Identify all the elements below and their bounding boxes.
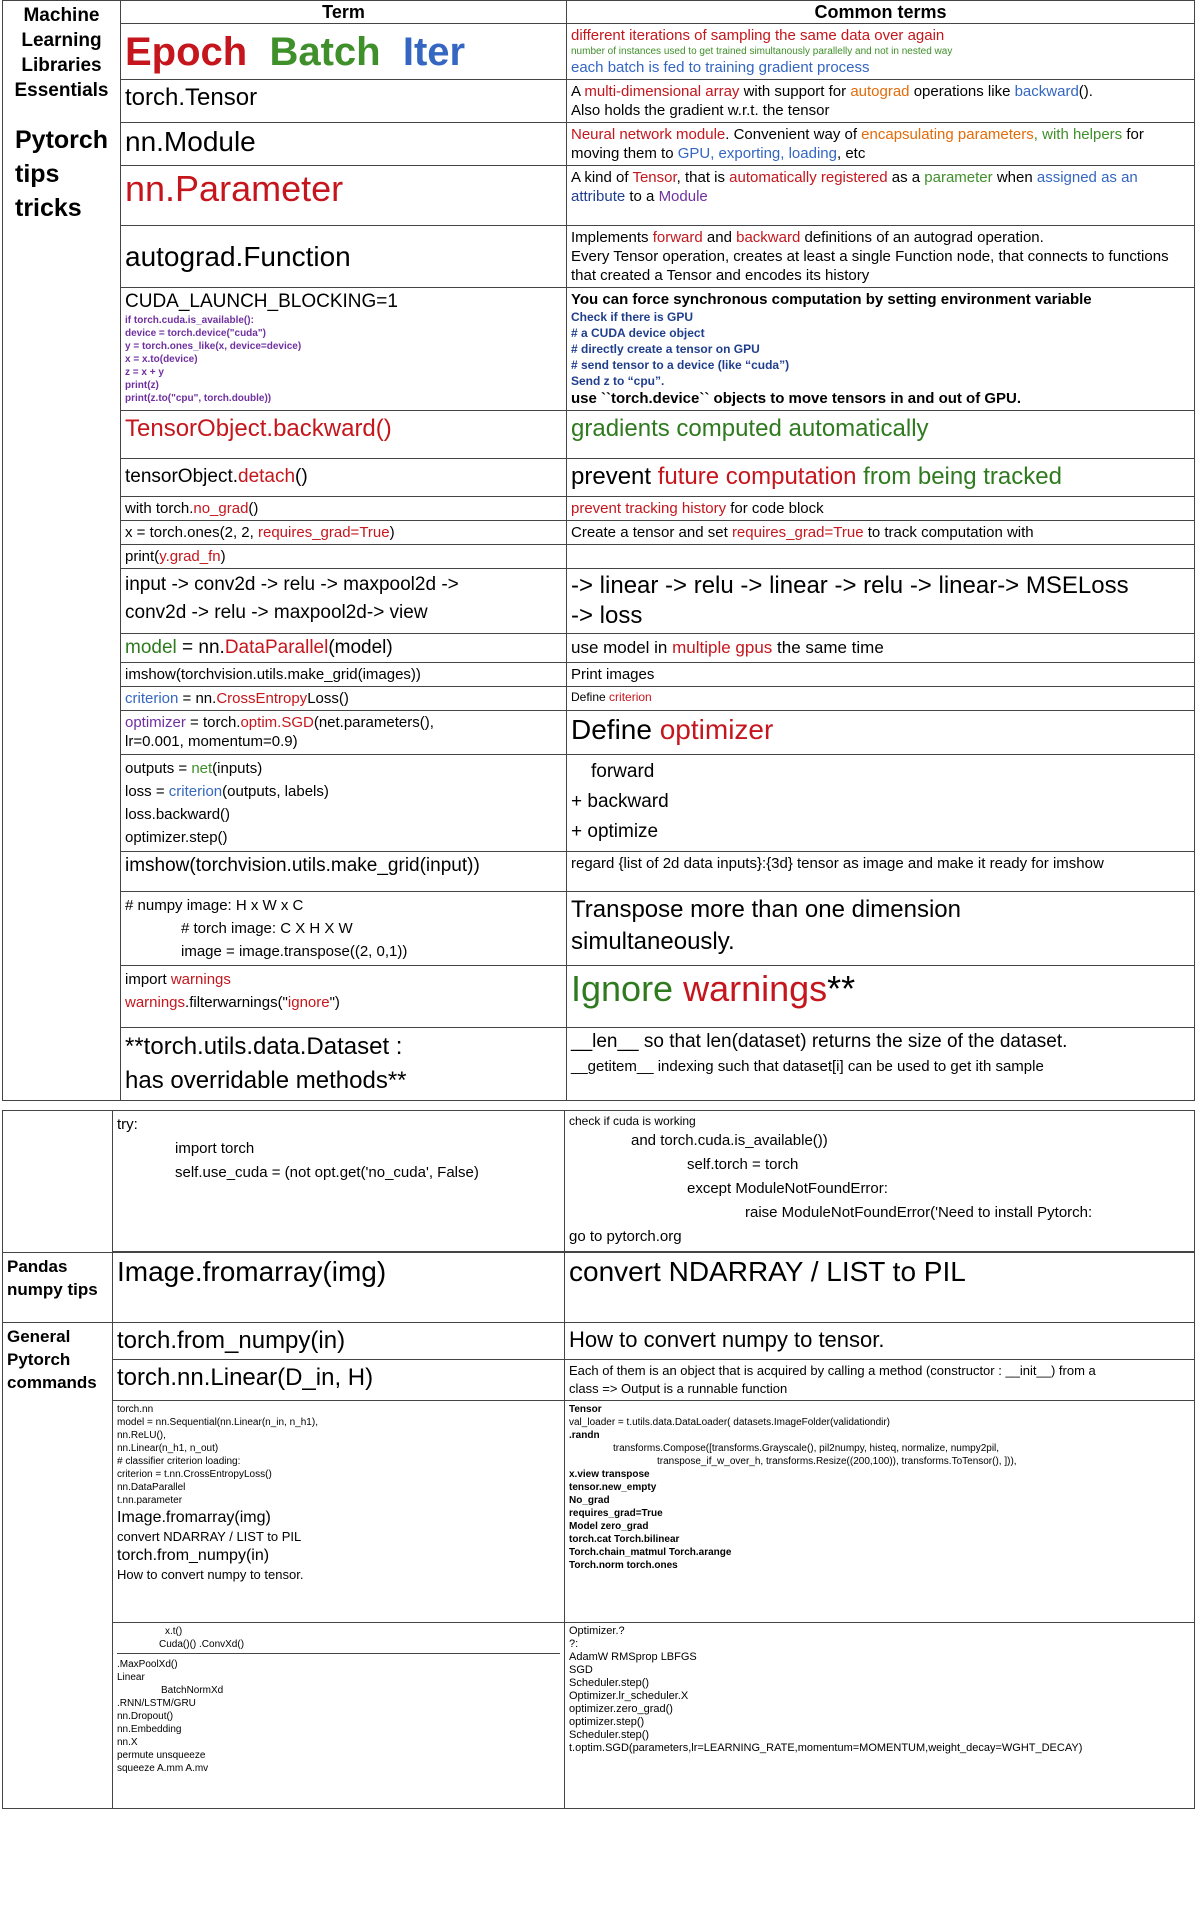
transpose-term: # numpy image: H x W x C # torch image: C X H X W image = image.transpose((2, 0,1)) bbox=[121, 892, 567, 966]
print-common bbox=[567, 545, 1195, 569]
table-row bbox=[3, 569, 1195, 634]
table-row bbox=[3, 497, 1195, 521]
dataparallel-term: model = nn.DataParallel(model) bbox=[121, 634, 567, 663]
train-common: forward + backward + optimize bbox=[567, 755, 1195, 852]
imshow-common: Print images bbox=[567, 663, 1195, 687]
try-term: try: import torch self.use_cuda = (not opt.get('no_cuda', False) bbox=[113, 1111, 565, 1252]
table-row bbox=[3, 634, 1195, 663]
fromarray-term: Image.fromarray(img) bbox=[113, 1253, 565, 1323]
ones-term: x = torch.ones(2, 2, requires_grad=True) bbox=[121, 521, 567, 545]
table-row bbox=[3, 1360, 1195, 1401]
top-table bbox=[2, 0, 1195, 1101]
table-row bbox=[3, 1401, 1195, 1623]
table-row bbox=[3, 755, 1195, 852]
general-label: General Pytorch commands bbox=[3, 1323, 113, 1809]
bottom-table bbox=[2, 1110, 1195, 1809]
nn-term: torch.nn model = nn.Sequential(nn.Linear(n_in, n_h1), nn.ReLU(), nn.Linear(n_h1, n_out) # classifier criterion loading: criterion = t.nn.CrossEntropyLoss() nn.DataParallel t.nn.parameter Image.fromarray(img) convert NDARRAY / LIST to PIL torch.from_numpy(in) How to convert numpy to tensor. bbox=[113, 1401, 565, 1623]
module-common: Neural network module. Convenient way of encapsulating parameters, with helpers for moving them to GPU, exporting, loading, etc bbox=[567, 123, 1195, 166]
header-term: Term bbox=[121, 1, 567, 24]
table-row bbox=[3, 545, 1195, 569]
table-row bbox=[3, 687, 1195, 711]
batch-label: Batch bbox=[269, 30, 381, 74]
table-row bbox=[3, 1623, 1195, 1809]
ones-common: Create a tensor and set requires_grad=True to track computation with bbox=[567, 521, 1195, 545]
optimizer-common: Define optimizer bbox=[567, 711, 1195, 755]
table-row bbox=[3, 1253, 1195, 1323]
table-row bbox=[3, 166, 1195, 226]
epoch-term bbox=[121, 24, 567, 80]
table-row bbox=[3, 123, 1195, 166]
table-row bbox=[3, 521, 1195, 545]
pipeline-term: input -> conv2d -> relu -> maxpool2d -> conv2d -> relu -> maxpool2d-> view bbox=[121, 569, 567, 634]
print-term: print(y.grad_fn) bbox=[121, 545, 567, 569]
parameter-term: nn.Parameter bbox=[121, 166, 567, 226]
divider bbox=[117, 1653, 560, 1654]
detach-term: tensorObject.detach() bbox=[121, 459, 567, 497]
table-row bbox=[3, 411, 1195, 459]
table-row bbox=[3, 966, 1195, 1028]
detach-common: prevent future computation from being tracked bbox=[567, 459, 1195, 497]
cuda-term: CUDA_LAUNCH_BLOCKING=1 if torch.cuda.is_available(): device = torch.device("cuda") y = torch.ones_like(x, device=device) x = x.to(device) z = x + y print(z) print(z.to("cpu", torch.double)) bbox=[121, 288, 567, 411]
transpose-common: Transpose more than one dimension simultaneously. bbox=[567, 892, 1195, 966]
linear-common: Each of them is an object that is acquired by calling a method (constructor : __init__) from a class => Output is a runnable function bbox=[565, 1360, 1195, 1401]
nograd-common: prevent tracking history for code block bbox=[567, 497, 1195, 521]
fromarray-common: convert NDARRAY / LIST to PIL bbox=[565, 1253, 1195, 1323]
misc-term: x.t() Cuda()() .ConvXd() .MaxPoolXd() Linear BatchNormXd .RNN/LSTM/GRU nn.Dropout() nn.Embedding nn.X permute unsqueeze squeeze A.mm A.mv bbox=[113, 1623, 565, 1809]
tensor-box: Tensor val_loader = t.utils.data.DataLoader( datasets.ImageFolder(validationdir) .randn transforms.Compose([transforms.Grayscale(), pil2numpy, histeq, normalize, numpy2pil, transpose_if_w_over_h, transforms.Resize((200,100)), transforms.ToTensor(), ])), x.view transpose tensor.new_empty No_grad requires_grad=True Model zero_grad torch.cat Torch.bilinear Torch.chain_matmul Torch.arange Torch.norm torch.ones bbox=[565, 1401, 1195, 1623]
table-row bbox=[3, 226, 1195, 288]
fromnumpy-term: torch.from_numpy(in) bbox=[113, 1323, 565, 1360]
epoch-common: different iterations of sampling the same data over again number of instances used to get trained simultanously parallelly and not in nested way each batch is fed to training gradient process bbox=[567, 24, 1195, 80]
try-common: check if cuda is working and torch.cuda.is_available()) self.torch = torch except ModuleNotFoundError: raise ModuleNotFoundError('Need to install Pytorch: go to pytorch.org bbox=[565, 1111, 1195, 1252]
table-row bbox=[3, 24, 1195, 80]
imshow2-term: imshow(torchvision.utils.make_grid(input)) bbox=[121, 852, 567, 892]
dataset-common: __len__ so that len(dataset) returns the size of the dataset. __getitem__ indexing such that dataset[i] can be used to get ith sample bbox=[567, 1028, 1195, 1101]
module-term: nn.Module bbox=[121, 123, 567, 166]
warnings-common: Ignore warnings** bbox=[567, 966, 1195, 1028]
autograd-common: Implements forward and backward definitions of an autograd operation. Every Tensor operation, creates at least a single Function node, that connects to functions that created a Tensor and encodes its history bbox=[567, 226, 1195, 288]
pipeline-common: -> linear -> relu -> linear -> relu -> linear-> MSELoss -> loss bbox=[567, 569, 1195, 634]
iter-label: Iter bbox=[402, 30, 466, 74]
autograd-term: autograd.Function bbox=[121, 226, 567, 288]
section-subtitle: Pytorch tips tricks bbox=[15, 126, 109, 222]
table-row bbox=[3, 852, 1195, 892]
table-row bbox=[3, 1028, 1195, 1101]
table-row bbox=[3, 892, 1195, 966]
optimizer-term: optimizer = torch.optim.SGD(net.parameters(), lr=0.001, momentum=0.9) bbox=[121, 711, 567, 755]
left-empty-cell bbox=[3, 1111, 113, 1253]
tensor-term: torch.Tensor bbox=[121, 80, 567, 123]
table-row bbox=[3, 80, 1195, 123]
imshow-term: imshow(torchvision.utils.make_grid(images)) bbox=[121, 663, 567, 687]
table-row bbox=[3, 459, 1195, 497]
epoch-label: Epoch bbox=[125, 30, 248, 74]
imshow2-common: regard {list of 2d data inputs}:{3d} tensor as image and make it ready for imshow bbox=[567, 852, 1195, 892]
nograd-term: with torch.no_grad() bbox=[121, 497, 567, 521]
table-row bbox=[3, 288, 1195, 411]
criterion-common: Define criterion bbox=[567, 687, 1195, 711]
fromnumpy-common: How to convert numpy to tensor. bbox=[565, 1323, 1195, 1360]
criterion-term: criterion = nn.CrossEntropyLoss() bbox=[121, 687, 567, 711]
table-row bbox=[3, 1111, 1195, 1252]
train-term: outputs = net(inputs) loss = criterion(outputs, labels) loss.backward() optimizer.step() bbox=[121, 755, 567, 852]
backward-common: gradients computed automatically bbox=[567, 411, 1195, 459]
section-title: Machine Learning Libraries Essentials bbox=[14, 5, 109, 101]
table-row bbox=[3, 711, 1195, 755]
dataparallel-common: use model in multiple gpus the same time bbox=[567, 634, 1195, 663]
parameter-common: A kind of Tensor, that is automatically registered as a parameter when assigned as an attribute to a Module bbox=[567, 166, 1195, 226]
cuda-common: You can force synchronous computation by setting environment variable Check if there is GPU # a CUDA device object # directly create a tensor on GPU # send tensor to a device (like “cuda”) Send z to “cpu”. use ``torch.device`` objects to move tensors in and out of GPU. bbox=[567, 288, 1195, 411]
linear-term: torch.nn.Linear(D_in, H) bbox=[113, 1360, 565, 1401]
table-row bbox=[3, 663, 1195, 687]
table-row bbox=[3, 1323, 1195, 1360]
header-common: Common terms bbox=[567, 1, 1195, 24]
tensor-common: A multi-dimensional array with support for autograd operations like backward(). Also holds the gradient w.r.t. the tensor bbox=[567, 80, 1195, 123]
left-column-top bbox=[3, 1, 121, 1101]
backward-term: TensorObject.backward() bbox=[121, 411, 567, 459]
warnings-term: import warnings warnings.filterwarnings("ignore") bbox=[121, 966, 567, 1028]
pandas-label: Pandas numpy tips bbox=[3, 1253, 113, 1323]
dataset-term: **torch.utils.data.Dataset : has overridable methods** bbox=[121, 1028, 567, 1101]
optim-box: Optimizer.? ?: AdamW RMSprop LBFGS SGD Scheduler.step() Optimizer.lr_scheduler.X optimizer.zero_grad() optimizer.step() Scheduler.step() t.optim.SGD(parameters,lr=LEARNING_RATE,momentum=MOMENTUM,weight_decay=WGHT_DECAY) bbox=[565, 1623, 1195, 1809]
